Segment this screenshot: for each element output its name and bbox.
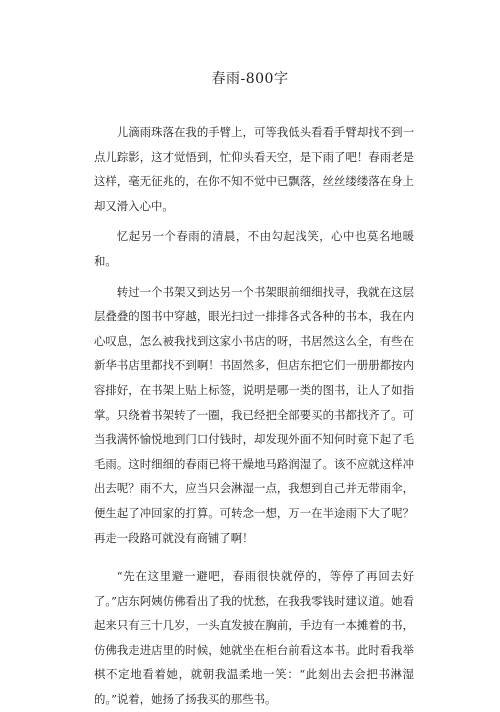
document-body: [94, 120, 414, 712]
paragraph-4: “先在这里避一避吧，春雨很快就停的，等停了再回去好了。”店东阿姨仿佛看出了我的忧愁，在我我零钱时建议道。她看起来只有三十几岁，一头直发披在胸前，手边有一本摊着的书，仿佛我走进店里的时候，她就坐在柜台前看这本书。此时看我举棋不定地看着她，就朝我温柔地一笑：“此刻出去会把书淋湿的。”说着，她扬了扬我买的那些书。: [94, 569, 414, 707]
document-title: 春雨-800字: [211, 71, 289, 87]
paragraph-spacer: [94, 550, 414, 564]
paragraph-1: 儿滴雨珠落在我的手臂上，可等我低头看看手臂却找不到一点儿踪影，这才觉悟到，忙仰头看天空，是下雨了吧！春雨老是这样，毫无征兆的，在你不知不觉中已飘落，丝丝缕缕落在身上却又滑入心中。: [94, 125, 414, 213]
paragraph-3: 转过一个书架又到达另一个书架眼前细细找寻，我就在这层层叠叠的图书中穿越，眼光扫过一排排各式各种的书本，我在内心叹息，怎么被我找到这家小书店的呀，书居然这么全，有些在新华书店里都找不到啊！书固然多，但店东把它们一册册都按内容排好，在书架上贴上标签，说明是哪一类的图书，让人了如指掌。只绕着书架转了一圈，我已经把全部要买的书都找齐了。可当我满怀愉悦地到门口付钱时，却发现外面不知何时竟下起了毛毛雨。这时细细的春雨已将干燥地马路润湿了。该不应就这样冲出去呢？雨不大，应当只会淋湿一点，我想到自己并无带雨伞，便生起了冲回家的打算。可转念一想，万一在半途雨下大了呢？再走一段路可就没有商铺了啊！: [94, 284, 414, 545]
paragraph-2: 忆起另一个春雨的清晨，不由勾起浅笑，心中也莫名地暖和。: [94, 229, 414, 268]
